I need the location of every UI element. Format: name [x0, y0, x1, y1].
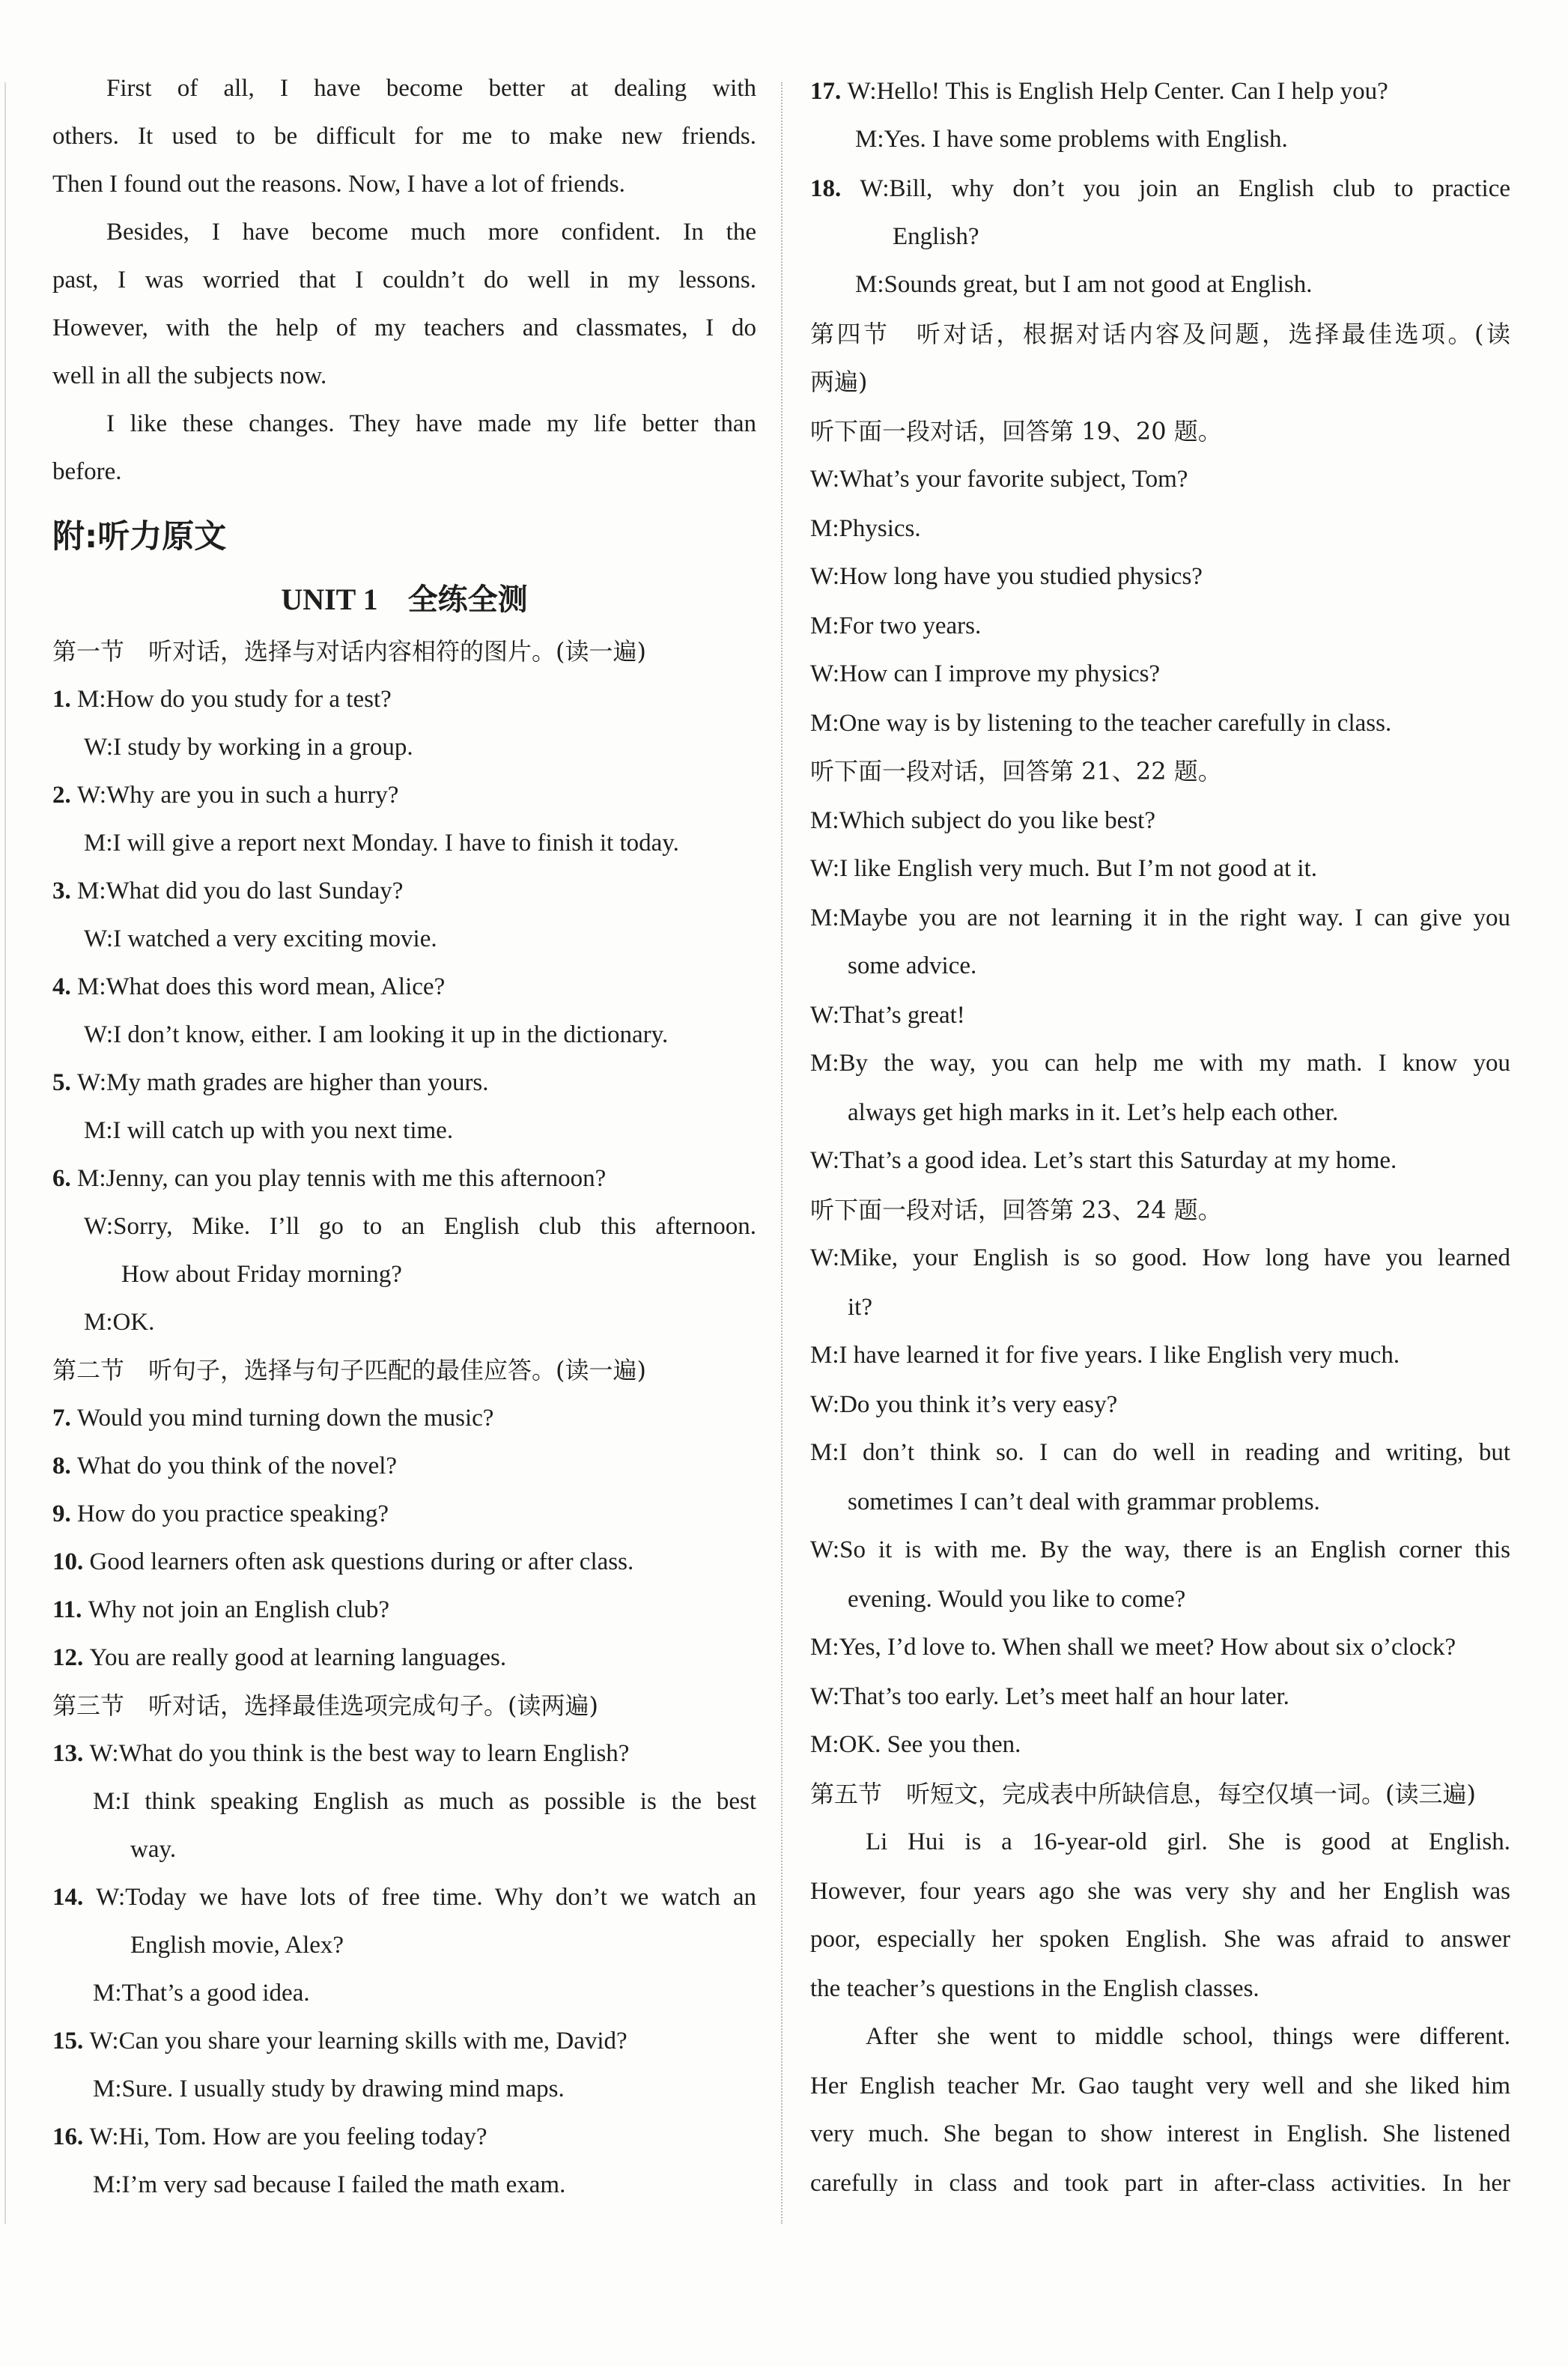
- text-line: [52, 361, 756, 391]
- text-line: [810, 174, 1510, 204]
- line-text: always get high marks in it. Let’s help each other.: [848, 1099, 1339, 1126]
- text-line: [52, 1882, 756, 1912]
- line-text: it?: [848, 1294, 872, 1321]
- line-text: M:One way is by listening to the teacher carefully in class.: [810, 710, 1392, 737]
- text-line: [866, 1827, 1510, 1857]
- line-text: 第五节 听短文，完成表中所缺信息，每空仅填一词。(读三遍): [810, 1780, 1476, 1808]
- line-text: W:I watched a very exciting movie.: [84, 925, 437, 952]
- question-number: 14.: [52, 1884, 97, 1911]
- section-instruction: [810, 1779, 1510, 1809]
- text-line: [810, 659, 1510, 689]
- line-text: M:For two years.: [810, 612, 982, 639]
- question-number: 10.: [52, 1548, 90, 1575]
- text-line: [52, 121, 756, 151]
- text-line: [52, 457, 756, 487]
- text-line: [93, 1786, 756, 1816]
- question-number: 11.: [52, 1596, 88, 1623]
- text-line: [810, 903, 1510, 933]
- text-line: [810, 1340, 1510, 1370]
- text-line: [52, 1547, 756, 1577]
- line-text: M:I will catch up with you next time.: [84, 1117, 454, 1144]
- text-line: [52, 1403, 756, 1433]
- text-line: [810, 1438, 1510, 1468]
- text-line: [810, 611, 1510, 641]
- question-number: 13.: [52, 1740, 90, 1767]
- text-line: [52, 876, 756, 906]
- line-text: M:OK. See you then.: [810, 1731, 1021, 1758]
- line-text: 第二节 听句子，选择与句子匹配的最佳应答。(读一遍): [52, 1356, 646, 1384]
- text-line: [84, 1020, 756, 1050]
- text-line: [855, 124, 1510, 154]
- text-line: [52, 972, 756, 1002]
- text-line: [130, 1834, 756, 1864]
- line-text: W:What do you think is the best way to learn English?: [89, 1740, 630, 1767]
- question-number: 2.: [52, 782, 77, 809]
- question-number: 17.: [810, 78, 848, 105]
- text-line: [810, 2071, 1510, 2101]
- line-text: M:I have learned it for five years. I like English very much.: [810, 1342, 1400, 1369]
- section-instruction: [810, 756, 1510, 786]
- line-text: carefully in class and took part in after-class activities. In her: [810, 2170, 1510, 2197]
- text-line: [106, 73, 756, 103]
- page-margin-rule: [4, 82, 6, 2224]
- line-text: Good learners often ask questions during or after class.: [89, 1548, 634, 1575]
- line-text: W:Do you think it’s very easy?: [810, 1391, 1118, 1418]
- question-number: 18.: [810, 175, 860, 202]
- line-text: evening. Would you like to come?: [848, 1586, 1186, 1613]
- question-number: 9.: [52, 1500, 77, 1527]
- line-text: W:I like English very much. But I’m not good at it.: [810, 855, 1317, 882]
- line-text: W:I don’t know, either. I am looking it up in the dictionary.: [84, 1021, 669, 1048]
- question-number: 16.: [52, 2123, 90, 2150]
- line-text: W:Bill, why don’t you join an English club to practice: [860, 175, 1511, 202]
- text-line: [52, 1595, 756, 1625]
- line-text: M:I think speaking English as much as possible is the best: [93, 1788, 756, 1815]
- text-line: [121, 1259, 756, 1289]
- text-line: [893, 222, 1510, 252]
- line-text: However, with the help of my teachers and classmates, I do: [52, 314, 756, 341]
- question-number: 1.: [52, 686, 77, 713]
- text-line: [810, 2119, 1510, 2149]
- text-line: [810, 1974, 1510, 2004]
- text-line: [810, 1924, 1510, 1954]
- text-line: [848, 1292, 1510, 1322]
- text-line: [810, 1682, 1510, 1712]
- line-text: You are really good at learning languages.: [89, 1644, 507, 1671]
- text-line: [52, 2122, 756, 2152]
- section-instruction: [52, 636, 756, 666]
- text-line: [93, 2074, 756, 2104]
- section-instruction: [810, 416, 1510, 446]
- text-line: [810, 464, 1510, 494]
- section-instruction: [810, 319, 1510, 349]
- line-text: W:I study by working in a group.: [84, 734, 413, 761]
- line-text: W:That’s a good idea. Let’s start this Saturday at my home.: [810, 1147, 1397, 1174]
- line-text: M:I will give a report next Monday. I have to finish it today.: [84, 830, 679, 857]
- text-line: [52, 1164, 756, 1193]
- line-text: W:Mike, your English is so good. How long have you learned: [810, 1244, 1510, 1271]
- line-text: M:That’s a good idea.: [93, 1980, 310, 2007]
- text-line: [810, 1048, 1510, 1078]
- line-text: M:Maybe you are not learning it in the right way. I can give you: [810, 904, 1510, 931]
- line-text: M:Sure. I usually study by drawing mind maps.: [93, 2075, 565, 2102]
- text-line: [84, 1211, 756, 1241]
- text-line: [52, 265, 756, 295]
- line-text: What do you think of the novel?: [77, 1453, 398, 1479]
- line-text: M:Which subject do you like best?: [810, 807, 1155, 834]
- line-text: W:How can I improve my physics?: [810, 660, 1161, 687]
- text-line: [810, 76, 1510, 106]
- line-text: W:Can you share your learning skills with me, David?: [89, 2028, 627, 2055]
- line-text: W:That’s great!: [810, 1002, 965, 1029]
- text-line: [106, 217, 756, 247]
- line-text: M:Jenny, can you play tennis with me this afternoon?: [77, 1165, 607, 1192]
- text-line: [810, 1730, 1510, 1760]
- line-text: English?: [893, 223, 979, 250]
- text-line: [848, 1487, 1510, 1517]
- line-text: the teacher’s questions in the English classes.: [810, 1975, 1259, 2002]
- line-text: However, four years ago she was very shy and her English was: [810, 1878, 1510, 1905]
- line-text: I like these changes. They have made my life better than: [106, 410, 756, 437]
- text-line: [84, 1307, 756, 1337]
- text-line: [810, 1243, 1510, 1273]
- text-line: [810, 1146, 1510, 1176]
- question-number: 4.: [52, 973, 77, 1000]
- text-line: [84, 828, 756, 858]
- text-line: [810, 562, 1510, 592]
- line-text: Would you mind turning down the music?: [77, 1405, 494, 1432]
- text-line: [52, 684, 756, 714]
- column-divider: [781, 82, 783, 2224]
- line-text: M:What does this word mean, Alice?: [77, 973, 446, 1000]
- line-text: W:Hi, Tom. How are you feeling today?: [89, 2123, 487, 2150]
- line-text: W:So it is with me. By the way, there is an English corner this: [810, 1536, 1510, 1563]
- line-text: How about Friday morning?: [121, 1261, 402, 1288]
- line-text: W:Today we have lots of free time. Why don’t we watch an: [96, 1884, 756, 1911]
- text-line: [810, 854, 1510, 884]
- question-number: 15.: [52, 2028, 90, 2055]
- line-text: M:Yes, I’d love to. When shall we meet? How about six o’clock?: [810, 1634, 1456, 1661]
- line-text: some advice.: [848, 952, 977, 979]
- text-line: [855, 270, 1510, 299]
- line-text: M:I don’t think so. I can do well in reading and writing, but: [810, 1439, 1510, 1466]
- line-text: 听下面一段对话，回答第 23、24 题。: [810, 1196, 1222, 1224]
- text-line: [130, 1930, 756, 1960]
- text-line: [52, 1643, 756, 1673]
- line-text: before.: [52, 458, 122, 485]
- section-instruction: [52, 1355, 756, 1385]
- text-line: [52, 1068, 756, 1098]
- line-text: First of all, I have become better at dealing with: [106, 75, 756, 102]
- text-line: [810, 2168, 1510, 2198]
- text-line: [52, 313, 756, 343]
- text-line: [810, 1390, 1510, 1420]
- line-text: M:OK.: [84, 1309, 155, 1336]
- question-number: 7.: [52, 1405, 77, 1432]
- line-text: M:What did you do last Sunday?: [77, 878, 404, 904]
- line-text: M:By the way, you can help me with my math. I know you: [810, 1050, 1510, 1077]
- line-text: W:How long have you studied physics?: [810, 563, 1203, 590]
- line-text: W:What’s your favorite subject, Tom?: [810, 466, 1188, 493]
- text-line: [52, 780, 756, 810]
- question-number: 5.: [52, 1069, 77, 1096]
- line-text: English movie, Alex?: [130, 1932, 344, 1959]
- line-text: sometimes I can’t deal with grammar problems.: [848, 1488, 1320, 1515]
- line-text: very much. She began to show interest in English. She listened: [810, 2120, 1510, 2147]
- line-text: After she went to middle school, things were different.: [866, 2023, 1510, 2050]
- text-line: [52, 169, 756, 199]
- text-line: [810, 1632, 1510, 1662]
- text-line: [52, 1499, 756, 1529]
- line-text: Why not join an English club?: [88, 1596, 390, 1623]
- section-instruction: [810, 367, 1510, 397]
- line-text: 第四节 听对话，根据对话内容及问题，选择最佳选项。(读: [810, 320, 1510, 348]
- line-text: past, I was worried that I couldn’t do well in my lessons.: [52, 267, 756, 294]
- text-line: [848, 951, 1510, 981]
- line-text: 第一节 听对话，选择与对话内容相符的图片。(读一遍): [52, 637, 646, 666]
- line-text: How do you practice speaking?: [77, 1500, 389, 1527]
- text-line: [810, 1876, 1510, 1906]
- line-text: M:Yes. I have some problems with English.: [855, 126, 1288, 153]
- line-text: W:Why are you in such a hurry?: [77, 782, 399, 809]
- text-line: [84, 924, 756, 954]
- line-text: W:That’s too early. Let’s meet half an hour later.: [810, 1683, 1289, 1710]
- text-line: [866, 2022, 1510, 2052]
- line-text: M:How do you study for a test?: [77, 686, 392, 713]
- line-text: M:I’m very sad because I failed the math exam.: [93, 2171, 566, 2198]
- line-text: Her English teacher Mr. Gao taught very well and she liked him: [810, 2072, 1510, 2099]
- section-instruction: [52, 1691, 756, 1721]
- line-text: 附:听力原文: [52, 518, 227, 556]
- line-text: 听下面一段对话，回答第 21、22 题。: [810, 757, 1222, 785]
- text-line: [810, 1000, 1510, 1030]
- text-line: [84, 732, 756, 762]
- text-line: [810, 1535, 1510, 1565]
- line-text: Li Hui is a 16-year-old girl. She is good at English.: [866, 1828, 1510, 1855]
- text-line: [52, 2026, 756, 2056]
- question-number: 3.: [52, 878, 77, 904]
- unit-title: [52, 581, 756, 618]
- text-line: [93, 1978, 756, 2008]
- text-line: [848, 1098, 1510, 1128]
- line-text: W:Sorry, Mike. I’ll go to an English club this afternoon.: [84, 1213, 756, 1240]
- text-line: [810, 708, 1510, 738]
- text-line: [810, 806, 1510, 836]
- line-text: Besides, I have become much more confident. In the: [106, 219, 756, 246]
- text-line: [52, 1739, 756, 1769]
- text-line: [84, 1116, 756, 1146]
- line-text: others. It used to be difficult for me to make new friends.: [52, 123, 756, 150]
- line-text: 听下面一段对话，回答第 19、20 题。: [810, 417, 1222, 445]
- line-text: UNIT 1 全练全测: [281, 583, 528, 616]
- question-number: 6.: [52, 1165, 77, 1192]
- line-text: poor, especially her spoken English. She was afraid to answer: [810, 1926, 1510, 1953]
- text-line: [52, 1451, 756, 1481]
- text-line: [93, 2170, 756, 2200]
- question-number: 8.: [52, 1453, 77, 1479]
- section-instruction: [810, 1195, 1510, 1225]
- line-text: way.: [130, 1836, 177, 1863]
- section-heading: [52, 518, 756, 556]
- line-text: W:Hello! This is English Help Center. Can I help you?: [847, 78, 1388, 105]
- text-line: [106, 409, 756, 439]
- line-text: 第三节 听对话，选择最佳选项完成句子。(读两遍): [52, 1691, 598, 1720]
- line-text: M:Sounds great, but I am not good at English.: [855, 271, 1313, 298]
- line-text: M:Physics.: [810, 515, 921, 542]
- line-text: well in all the subjects now.: [52, 362, 327, 389]
- question-number: 12.: [52, 1644, 90, 1671]
- text-line: [810, 514, 1510, 544]
- line-text: 两遍): [810, 368, 868, 396]
- line-text: Then I found out the reasons. Now, I have a lot of friends.: [52, 171, 625, 198]
- text-line: [848, 1584, 1510, 1614]
- line-text: W:My math grades are higher than yours.: [77, 1069, 489, 1096]
